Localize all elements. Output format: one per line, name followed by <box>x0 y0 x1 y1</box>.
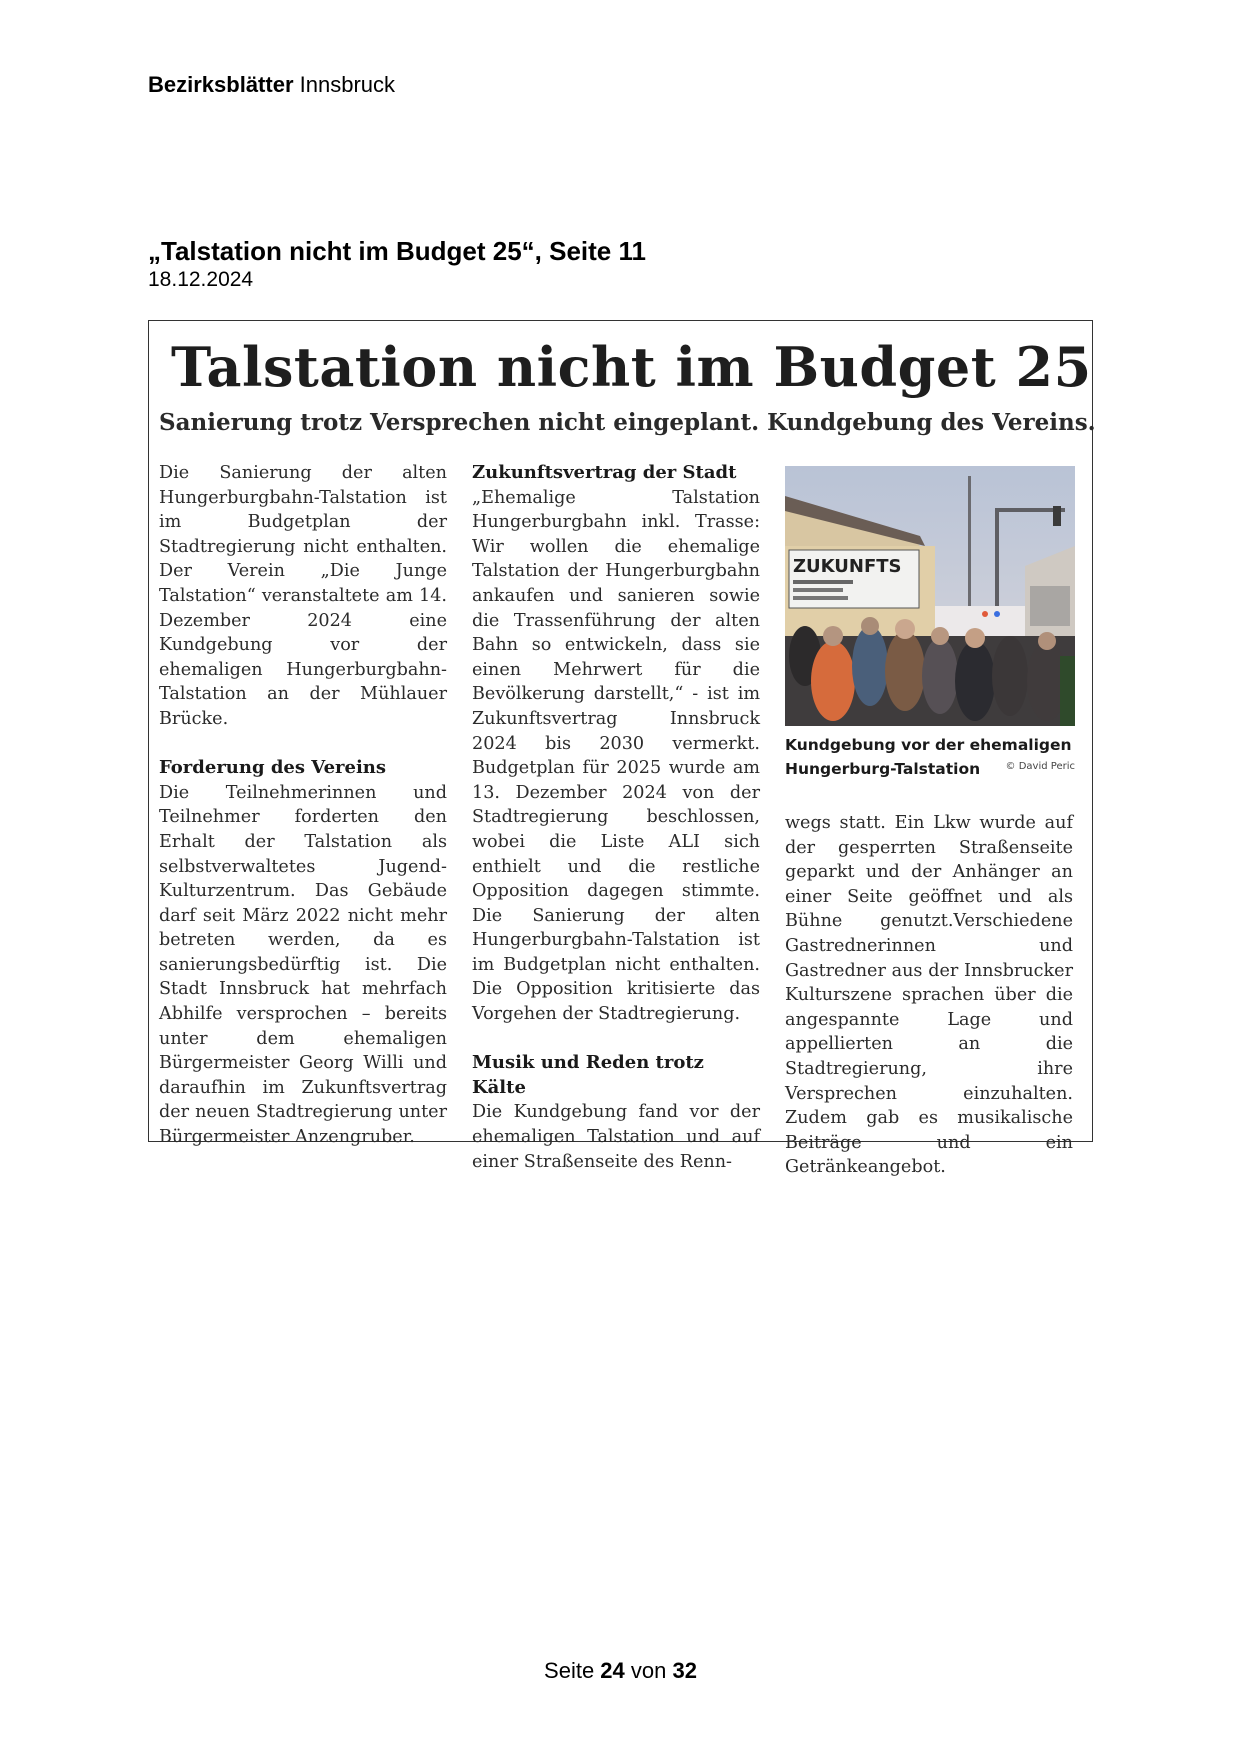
paragraph: Die Sanierung der alten Hungerburgbahn-Talstation ist im Budgetplan der Stadtregierung nicht enthalten. Der Verein „Die Junge Talstation“ veranstaltete am 14. Dezember 2024 eine Kundgebung vor der ehemaligen Hungerburgbahn-Talstation an der Mühlauer Brücke. <box>159 463 447 729</box>
section-heading: Zukunftsvertrag der Stadt <box>472 462 737 483</box>
article-column-1 <box>159 461 447 1150</box>
paragraph: „Ehemalige Talstation Hungerburgbahn inkl. Trasse: Wir wollen die ehemalige Talstation der Hungerburgbahn ankaufen und sanieren sowie die Trassenführung der alten Bahn so entwickeln, dass sie einen Mehrwert für die Bevölkerung darstellt,“ - ist im Zukunftsvertrag Innsbruck 2024 bis 2030 vermerkt. Budgetplan für 2025 wurde am 13. Dezember 2024 von der Stadtregierung beschlossen, wobei die Liste ALI sich enthielt und die restliche Opposition dagegen stimmte. Die Sanierung der alten Hungerburgbahn-Talstation ist im Budgetplan nicht enthalten. Die Opposition kritisierte das Vorgehen der Stadtregierung. <box>472 487 760 1025</box>
article-reference-title: „Talstation nicht im Budget 25“, Seite 11 <box>148 236 646 266</box>
publication-header <box>148 72 395 98</box>
article-column-3 <box>785 811 1073 1180</box>
photo-caption-text: Kundgebung vor der ehemaligen Hungerburg-Talstation <box>785 736 1072 778</box>
publication-region: Innsbruck <box>293 72 396 97</box>
section-heading: Forderung des Vereins <box>159 757 387 779</box>
page-footer: Seite 24 von 32 <box>544 1658 697 1683</box>
paragraph: wegs statt. Ein Lkw wurde auf der gesperrten Straßenseite geparkt und der Anhänger an einer Seite geöffnet und als Bühne genutzt.Verschiedene Gastrednerinnen und Gastredner aus der Innsbrucker Kulturszene sprachen über die angespannte Lage und appellierten an die Stadtregierung, ihre Versprechen einzuhalten. Zudem gab es musikalische Beiträge und ein Getränkeangebot. <box>785 813 1073 1178</box>
paragraph: Die Kundgebung fand vor der ehemaligen Talstation und auf einer Straßenseite des Renn- <box>472 1102 760 1172</box>
section-heading: Musik und Reden trotz Kälte <box>472 1052 704 1098</box>
paragraph: Die Teilnehmerinnen und Teilnehmer forderten den Erhalt der Talstation als selbstverwaltetes Jugend-Kulturzentrum. Das Gebäude darf seit März 2022 nicht mehr betreten werden, da es sanierungsbedürftig ist. Die Stadt Innsbruck hat mehrfach Abhilfe versprochen – bereits unter dem ehemaligen Bürgermeister Georg Willi und daraufhin im Zukunftsvertrag der neuen Stadtregierung unter Bürgermeister Anzengruber. <box>159 782 447 1148</box>
current-page: 24 <box>600 1658 625 1683</box>
headline: Talstation nicht im Budget 25 <box>171 335 1092 399</box>
photo-credit: © David Peric <box>1005 761 1075 772</box>
article-date: 18.12.2024 <box>148 268 254 291</box>
rally-photo <box>785 466 1075 726</box>
article-column-2 <box>472 461 760 1174</box>
banner-text: ZUKUNFTS <box>793 556 902 577</box>
publication-name: Bezirksblätter <box>148 72 294 97</box>
total-pages: 32 <box>672 1658 697 1683</box>
photo-caption <box>785 733 1075 781</box>
subheadline: Sanierung trotz Versprechen nicht eingeplant. Kundgebung des Vereins. <box>159 409 1096 436</box>
newspaper-clipping <box>148 320 1096 1178</box>
